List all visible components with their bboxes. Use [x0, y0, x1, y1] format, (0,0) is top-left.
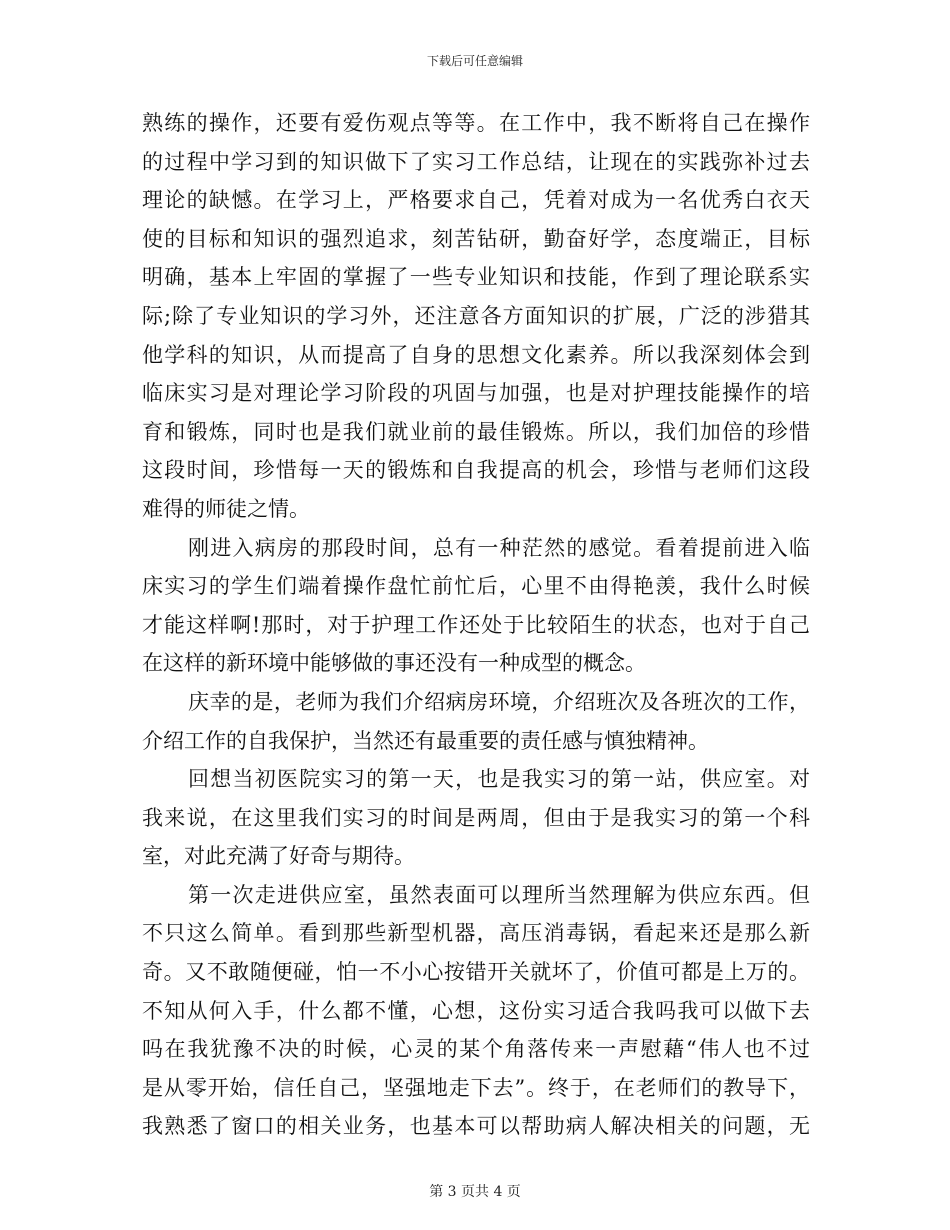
text-line: 这段时间，珍惜每一天的锻炼和自我提高的机会，珍惜与老师们这段: [142, 458, 810, 483]
text-line: 的过程中学习到的知识做下了实习工作总结，让现在的实践弥补过去: [142, 149, 810, 174]
text-line: 在这样的新环境中能够做的事还没有一种成型的概念。: [142, 651, 646, 676]
text-line: 是从零开始，信任自己，坚强地走下去”。终于，在老师们的教导下，: [142, 1075, 810, 1100]
text-line: 不知从何入手，什么都不懂，心想，这份实习适合我吗我可以做下去: [142, 998, 810, 1023]
text-line: 理论的缺憾。在学习上，严格要求自己，凭着对成为一名优秀白衣天: [142, 188, 810, 213]
text-line: 他学科的知识，从而提高了自身的思想文化素养。所以我深刻体会到: [142, 342, 810, 367]
paragraph-first-line: 庆幸的是，老师为我们介绍病房环境，介绍班次及各班次的工作，: [188, 689, 810, 714]
text-line: 际;除了专业知识的学习外，还注意各方面知识的扩展，广泛的涉猎其: [142, 303, 810, 328]
text-line: 才能这样啊!那时，对于护理工作还处于比较陌生的状态，也对于自己: [142, 612, 810, 637]
text-line: 介绍工作的自我保护，当然还有最重要的责任感与慎独精神。: [142, 728, 709, 753]
page-header: 下载后可任意编辑: [426, 54, 523, 68]
text-line: 不只这么简单。看到那些新型机器，高压消毒锅，看起来还是那么新: [142, 921, 810, 946]
text-line: 我熟悉了窗口的相关业务，也基本可以帮助病人解决相关的问题，无: [142, 1114, 810, 1139]
paragraph-first-line: 刚进入病房的那段时间，总有一种茫然的感觉。看着提前进入临: [188, 535, 810, 560]
document-body: [142, 104, 810, 1146]
text-line: 奇。又不敢随便碰，怕一不小心按错开关就坏了，价值可都是上万的。: [142, 960, 810, 985]
paragraph-first-line: 回想当初医院实习的第一天，也是我实习的第一站，供应室。对: [188, 767, 810, 792]
text-line: 育和锻炼，同时也是我们就业前的最佳锻炼。所以，我们加倍的珍惜: [142, 419, 810, 444]
text-line: 床实习的学生们端着操作盘忙前忙后，心里不由得艳羡，我什么时候: [142, 574, 810, 599]
text-line: 熟练的操作，还要有爱伤观点等等。在工作中，我不断将自己在操作: [142, 111, 810, 135]
text-line: 临床实习是对理论学习阶段的巩固与加强，也是对护理技能操作的培: [142, 381, 810, 406]
text-line: 难得的师徒之情。: [142, 496, 310, 521]
page-footer: 第 3 页共 4 页: [429, 1184, 521, 1200]
paragraph-first-line: 第一次走进供应室，虽然表面可以理所当然理解为供应东西。但: [188, 882, 810, 907]
text-line: 吗在我犹豫不决的时候，心灵的某个角落传来一声慰藉“伟人也不过: [142, 1037, 810, 1062]
text-line: 我来说，在这里我们实习的时间是两周，但由于是我实习的第一个科: [142, 805, 810, 830]
text-line: 室，对此充满了好奇与期待。: [142, 844, 415, 869]
text-line: 明确，基本上牢固的掌握了一些专业知识和技能，作到了理论联系实: [142, 265, 810, 290]
text-line: 使的目标和知识的强烈追求，刻苦钻研，勤奋好学，态度端正，目标: [142, 226, 810, 251]
